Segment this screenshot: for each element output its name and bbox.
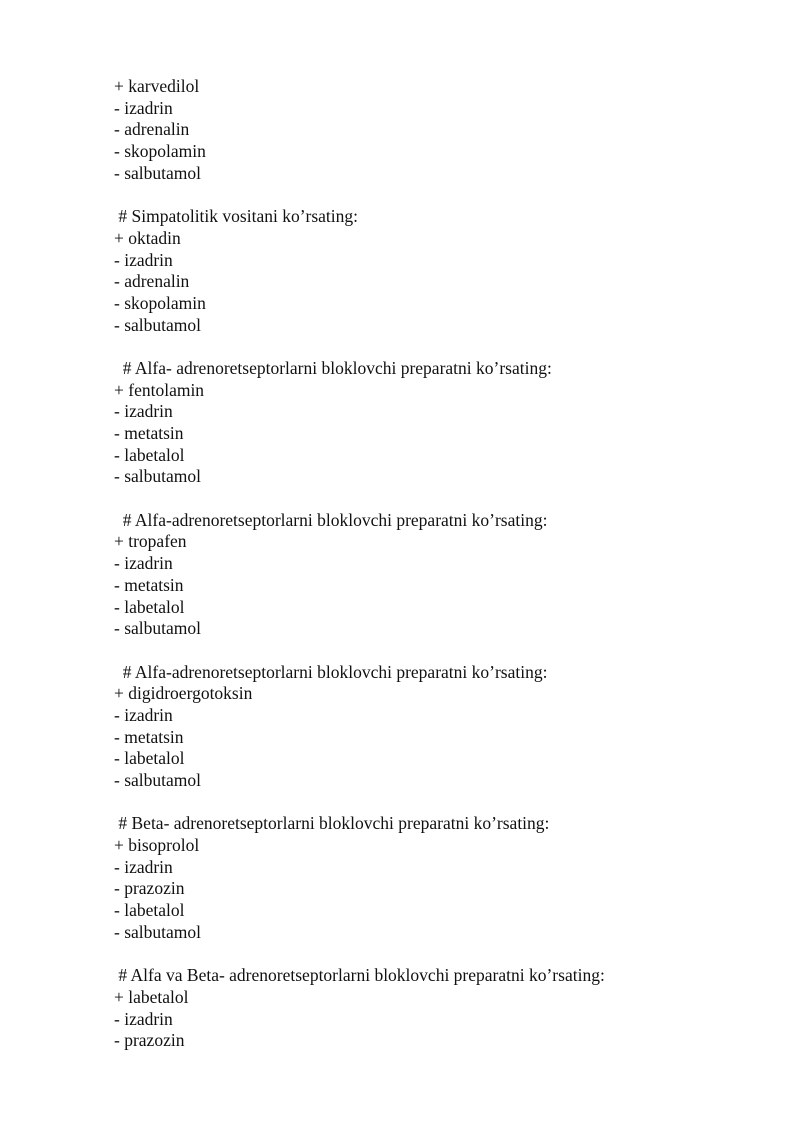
answer-option: + karvedilol bbox=[114, 76, 200, 96]
document-body bbox=[114, 76, 754, 1052]
answer-option: - izadrin bbox=[114, 401, 173, 422]
answer-option: - labetalol bbox=[114, 748, 185, 769]
answer-option: - labetalol bbox=[114, 444, 185, 465]
answer-option: - izadrin bbox=[114, 553, 173, 574]
answer-option: - labetalol bbox=[114, 900, 185, 921]
answer-option: - salbutamol bbox=[114, 314, 201, 335]
answer-option: - metatsin bbox=[114, 423, 184, 443]
answer-option: - metatsin bbox=[114, 726, 184, 747]
question-heading: # Alfa-adrenoretseptorlarni bloklovchi preparatni ko’rsating: bbox=[114, 509, 548, 530]
answer-option: - izadrin bbox=[114, 249, 173, 270]
answer-option: - skopolamin bbox=[114, 141, 206, 162]
answer-option: - metatsin bbox=[114, 574, 184, 595]
answer-option: - salbutamol bbox=[114, 466, 201, 487]
question-heading: # Alfa-adrenoretseptorlarni bloklovchi preparatni ko’rsating: bbox=[114, 661, 548, 682]
answer-option: + fentolamin bbox=[114, 379, 205, 400]
answer-option: + oktadin bbox=[114, 227, 181, 248]
answer-option: - prazozin bbox=[114, 878, 185, 899]
answer-option: - prazozin bbox=[114, 1030, 185, 1051]
answer-option: - skopolamin bbox=[114, 292, 206, 313]
answer-option: + digidroergotoksin bbox=[114, 683, 253, 704]
answer-option: - izadrin bbox=[114, 1008, 173, 1029]
blank-line bbox=[114, 184, 754, 206]
answer-option: - salbutamol bbox=[114, 162, 201, 183]
answer-option: - izadrin bbox=[114, 97, 173, 118]
answer-option: + labetalol bbox=[114, 986, 189, 1007]
answer-option: - adrenalin bbox=[114, 271, 190, 292]
question-heading: # Beta- adrenoretseptorlarni bloklovchi preparatni ko’rsating: bbox=[114, 813, 550, 834]
blank-line bbox=[114, 336, 754, 358]
answer-option: - salbutamol bbox=[114, 770, 201, 790]
answer-option: - labetalol bbox=[114, 596, 185, 617]
answer-option: + bisoprolol bbox=[114, 835, 200, 856]
answer-option: - salbutamol bbox=[114, 921, 201, 942]
question-heading: # Alfa- adrenoretseptorlarni bloklovchi preparatni ko’rsating: bbox=[114, 357, 552, 378]
answer-option: - salbutamol bbox=[114, 618, 201, 639]
answer-option: - izadrin bbox=[114, 704, 173, 725]
blank-line bbox=[114, 944, 754, 966]
blank-line bbox=[114, 488, 754, 510]
blank-line bbox=[114, 640, 754, 662]
blank-line bbox=[114, 792, 754, 814]
answer-option: + tropafen bbox=[114, 531, 187, 552]
question-heading: # Alfa va Beta- adrenoretseptorlarni bloklovchi preparatni ko’rsating: bbox=[114, 965, 605, 986]
question-heading: # Simpatolitik vositani ko’rsating: bbox=[114, 206, 359, 227]
answer-option: - adrenalin bbox=[114, 119, 190, 140]
answer-option: - izadrin bbox=[114, 856, 173, 877]
